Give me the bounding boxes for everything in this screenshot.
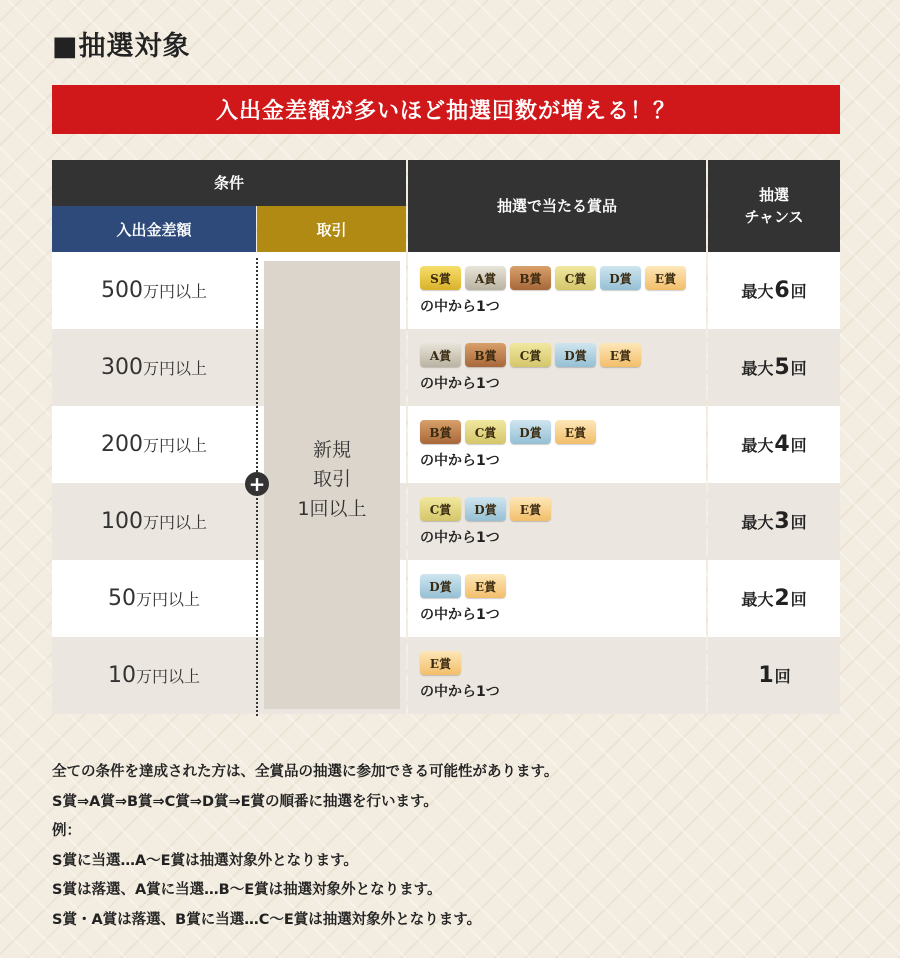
- prizes-cell: [408, 637, 706, 714]
- prize-badges: [420, 266, 706, 290]
- prize-badges: [420, 343, 706, 367]
- prize-badge: D賞: [420, 574, 461, 598]
- prize-badges: [420, 420, 706, 444]
- chance-cell: [708, 329, 840, 406]
- chance-cell: [708, 560, 840, 637]
- prize-badge: S賞: [420, 266, 461, 290]
- chance-suffix: 回: [790, 513, 807, 532]
- from-text: の中から1つ: [420, 607, 500, 623]
- amount-unit: 万円以上: [142, 282, 207, 301]
- chance-cell: [708, 406, 840, 483]
- from-text: の中から1つ: [420, 530, 500, 546]
- from-text: の中から1つ: [420, 453, 500, 469]
- amount-unit: 万円以上: [135, 590, 200, 609]
- chance-suffix: 回: [790, 436, 807, 455]
- chance-suffix: 回: [790, 282, 807, 301]
- prize-badge: E賞: [555, 420, 596, 444]
- amount-cell: [52, 637, 256, 714]
- plus-icon: +: [245, 472, 269, 496]
- header-condition: 条件: [52, 160, 406, 206]
- prize-badge: E賞: [420, 651, 461, 675]
- prizes-cell: [408, 406, 706, 483]
- prizes-cell: [408, 252, 706, 329]
- chance-cell: [708, 483, 840, 560]
- prize-badge: E賞: [645, 266, 686, 290]
- prize-badge: A賞: [465, 266, 506, 290]
- table-row: [52, 637, 840, 714]
- chance-number: 4: [774, 432, 790, 457]
- trade-condition-line3: 1回以上: [297, 497, 367, 520]
- notes: [52, 758, 558, 935]
- amount-cell: [52, 329, 256, 406]
- chance-number: 5: [774, 355, 790, 380]
- header-chance-line1: 抽選: [758, 185, 789, 204]
- from-text: の中から1つ: [420, 376, 500, 392]
- prize-badge: E賞: [510, 497, 551, 521]
- table-row: [52, 252, 840, 329]
- header-prizes: 抽選で当たる賞品: [408, 160, 706, 252]
- amount-cell: [52, 252, 256, 329]
- prize-badge: C賞: [420, 497, 461, 521]
- chance-cell: [708, 637, 840, 714]
- prizes-cell: [408, 483, 706, 560]
- chance-prefix: 最大: [741, 436, 774, 455]
- prize-badge: C賞: [465, 420, 506, 444]
- chance-number: 1: [758, 663, 774, 688]
- trade-condition-line2: 取引: [312, 468, 351, 491]
- amount-unit: 万円以上: [142, 359, 207, 378]
- prize-badge: D賞: [555, 343, 596, 367]
- chance-suffix: 回: [790, 359, 807, 378]
- chance-number: 3: [774, 509, 790, 534]
- chance-number: 2: [774, 586, 790, 611]
- prize-badge: B賞: [510, 266, 551, 290]
- note-line: 例：: [52, 823, 81, 839]
- amount-value: 300: [100, 355, 143, 380]
- header-amount: 入出金差額: [52, 206, 256, 252]
- chance-prefix: 最大: [741, 513, 774, 532]
- lottery-table: [52, 160, 840, 716]
- chance-prefix: 最大: [741, 590, 774, 609]
- prize-badge: C賞: [510, 343, 551, 367]
- amount-unit: 万円以上: [142, 436, 207, 455]
- trade-condition-box: [264, 261, 400, 709]
- prize-badge: C賞: [555, 266, 596, 290]
- header-trade: 取引: [257, 206, 406, 252]
- prize-badge: D賞: [510, 420, 551, 444]
- amount-unit: 万円以上: [135, 667, 200, 686]
- table-row: [52, 406, 840, 483]
- chance-suffix: 回: [790, 590, 807, 609]
- amount-cell: [52, 483, 256, 560]
- prize-badge: D賞: [600, 266, 641, 290]
- amount-value: 200: [100, 432, 143, 457]
- prizes-cell: [408, 560, 706, 637]
- prize-badge: E賞: [600, 343, 641, 367]
- table-row: [52, 483, 840, 560]
- prize-badges: [420, 574, 706, 598]
- note-line: S賞⇒A賞⇒B賞⇒C賞⇒D賞⇒E賞の順番に抽選を行います。: [52, 793, 438, 810]
- prize-badges: [420, 497, 706, 521]
- amount-value: 10: [107, 663, 136, 688]
- prizes-cell: [408, 329, 706, 406]
- amount-value: 100: [100, 509, 143, 534]
- section-title: ■抽選対象: [52, 31, 191, 62]
- amount-cell: [52, 406, 256, 483]
- note-line: S賞・A賞は落選、B賞に当選…C〜E賞は抽選対象外となります。: [52, 911, 482, 928]
- from-text: の中から1つ: [420, 299, 500, 315]
- table-row: [52, 560, 840, 637]
- note-line: S賞に当選…A〜E賞は抽選対象外となります。: [52, 852, 358, 869]
- amount-cell: [52, 560, 256, 637]
- from-text: の中から1つ: [420, 684, 500, 700]
- prize-badges: [420, 651, 706, 675]
- trade-condition-line1: 新規: [312, 438, 351, 461]
- header-chance: [708, 160, 840, 252]
- header-chance-line2: チャンス: [744, 208, 804, 226]
- chance-prefix: 最大: [741, 282, 774, 301]
- headline-banner: 入出金差額が多いほど抽選回数が増える！？: [52, 85, 840, 134]
- chance-number: 6: [774, 278, 790, 303]
- chance-cell: [708, 252, 840, 329]
- amount-unit: 万円以上: [142, 513, 207, 532]
- prize-badge: D賞: [465, 497, 506, 521]
- prize-badge: B賞: [420, 420, 461, 444]
- note-line: 全ての条件を達成された方は、全賞品の抽選に参加できる可能性があります。: [52, 764, 559, 780]
- amount-value: 500: [100, 278, 143, 303]
- prize-badge: B賞: [465, 343, 506, 367]
- note-line: S賞は落選、A賞に当選…B〜E賞は抽選対象外となります。: [52, 882, 442, 898]
- chance-prefix: 最大: [741, 359, 774, 378]
- amount-value: 50: [107, 586, 136, 611]
- table-row: [52, 329, 840, 406]
- prize-badge: A賞: [420, 343, 461, 367]
- chance-suffix: 回: [774, 667, 791, 686]
- prize-badge: E賞: [465, 574, 506, 598]
